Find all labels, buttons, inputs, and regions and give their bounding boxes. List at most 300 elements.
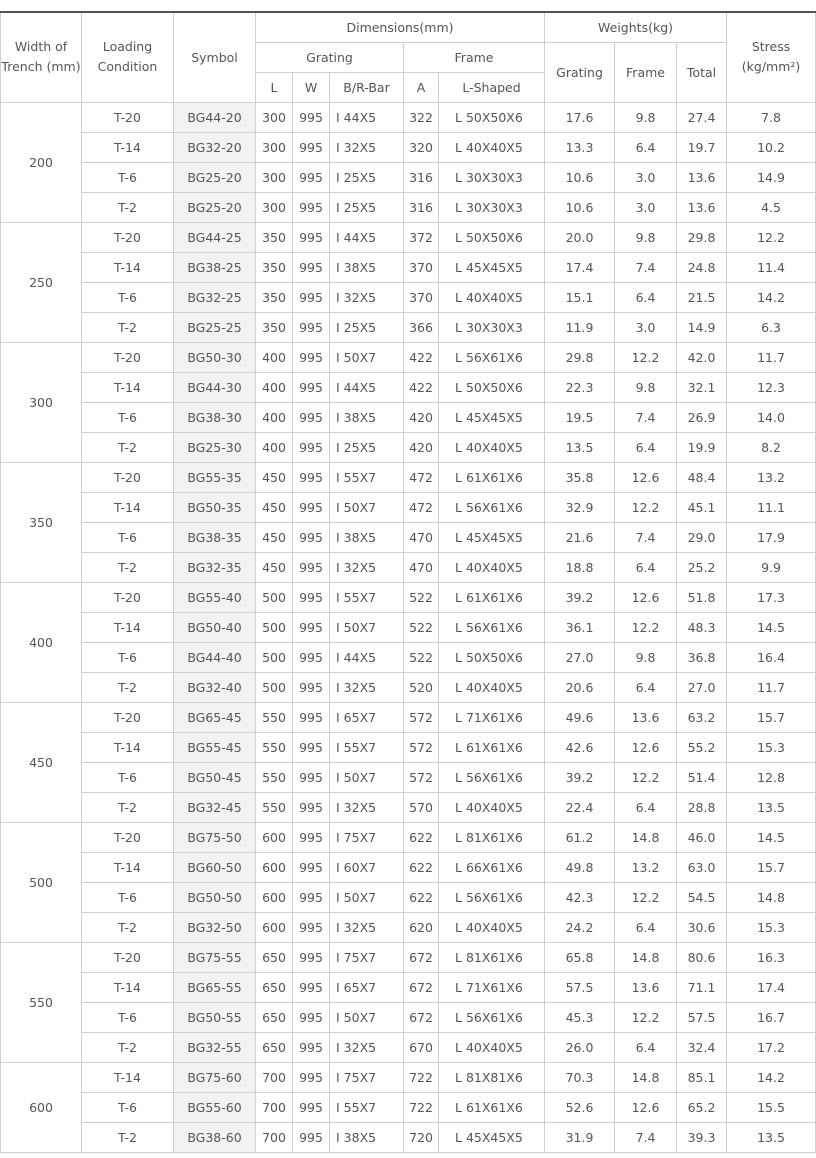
l-shaped-cell: L 50X50X6 [439,372,545,402]
frame-weight-cell: 12.2 [615,1002,677,1032]
width-cell: 995 [293,672,330,702]
stress-cell: 15.3 [727,912,816,942]
width-cell: 995 [293,462,330,492]
width-cell: 995 [293,732,330,762]
total-weight-cell: 29.0 [677,522,727,552]
symbol-cell: BG60-50 [174,852,256,882]
length-cell: 300 [256,102,293,132]
total-weight-cell: 65.2 [677,1092,727,1122]
loading-condition-cell: T-2 [82,552,174,582]
total-weight-cell: 55.2 [677,732,727,762]
loading-condition-cell: T-20 [82,822,174,852]
br-bar-cell: I 65X7 [330,972,404,1002]
total-weight-cell: 71.1 [677,972,727,1002]
frame-a-cell: 316 [404,192,439,222]
table-row [1,1032,816,1062]
total-weight-cell: 26.9 [677,402,727,432]
br-bar-cell: I 44X5 [330,642,404,672]
header-weights: Weights(kg) [545,12,727,42]
symbol-cell: BG25-25 [174,312,256,342]
stress-cell: 16.4 [727,642,816,672]
stress-cell: 7.8 [727,102,816,132]
frame-a-cell: 572 [404,732,439,762]
header-dim-frame: Frame [404,42,545,72]
grating-weight-cell: 18.8 [545,552,615,582]
grating-weight-cell: 26.0 [545,1032,615,1062]
length-cell: 500 [256,642,293,672]
header-symbol: Symbol [174,12,256,102]
frame-weight-cell: 9.8 [615,372,677,402]
length-cell: 350 [256,312,293,342]
stress-cell: 12.8 [727,762,816,792]
length-cell: 350 [256,222,293,252]
stress-cell: 8.2 [727,432,816,462]
br-bar-cell: I 32X5 [330,132,404,162]
header-A: A [404,72,439,102]
width-cell: 995 [293,612,330,642]
loading-condition-cell: T-2 [82,792,174,822]
l-shaped-cell: L 50X50X6 [439,102,545,132]
table-row [1,222,816,252]
br-bar-cell: I 25X5 [330,432,404,462]
br-bar-cell: I 75X7 [330,822,404,852]
loading-condition-cell: T-6 [82,162,174,192]
stress-cell: 9.9 [727,552,816,582]
stress-cell: 14.9 [727,162,816,192]
total-weight-cell: 27.4 [677,102,727,132]
header-br-bar: B/R-Bar [330,72,404,102]
table-row [1,1122,816,1152]
symbol-cell: BG38-30 [174,402,256,432]
width-cell: 995 [293,222,330,252]
frame-weight-cell: 3.0 [615,312,677,342]
table-row [1,912,816,942]
length-cell: 300 [256,162,293,192]
trench-width-cell: 250 [1,222,82,342]
frame-a-cell: 522 [404,612,439,642]
header-width-of-trench: Width of Trench (mm) [1,12,82,102]
grating-weight-cell: 27.0 [545,642,615,672]
symbol-cell: BG55-40 [174,582,256,612]
total-weight-cell: 45.1 [677,492,727,522]
symbol-cell: BG38-35 [174,522,256,552]
loading-condition-cell: T-14 [82,372,174,402]
stress-cell: 14.2 [727,282,816,312]
total-weight-cell: 28.8 [677,792,727,822]
grating-weight-cell: 42.3 [545,882,615,912]
stress-cell: 12.2 [727,222,816,252]
frame-weight-cell: 3.0 [615,192,677,222]
frame-a-cell: 522 [404,642,439,672]
symbol-cell: BG44-30 [174,372,256,402]
l-shaped-cell: L 40X40X5 [439,432,545,462]
frame-a-cell: 316 [404,162,439,192]
frame-a-cell: 420 [404,402,439,432]
table-row [1,252,816,282]
br-bar-cell: I 38X5 [330,402,404,432]
frame-weight-cell: 12.2 [615,342,677,372]
l-shaped-cell: L 71X61X6 [439,702,545,732]
length-cell: 350 [256,282,293,312]
total-weight-cell: 27.0 [677,672,727,702]
l-shaped-cell: L 56X61X6 [439,342,545,372]
grating-weight-cell: 22.4 [545,792,615,822]
stress-cell: 11.7 [727,342,816,372]
br-bar-cell: I 32X5 [330,672,404,702]
l-shaped-cell: L 71X61X6 [439,972,545,1002]
width-cell: 995 [293,1002,330,1032]
frame-a-cell: 472 [404,492,439,522]
grating-weight-cell: 32.9 [545,492,615,522]
width-cell: 995 [293,312,330,342]
symbol-cell: BG75-55 [174,942,256,972]
table-row [1,1002,816,1032]
symbol-cell: BG55-35 [174,462,256,492]
width-cell: 995 [293,822,330,852]
loading-condition-cell: T-6 [82,1002,174,1032]
loading-condition-cell: T-2 [82,432,174,462]
length-cell: 650 [256,972,293,1002]
grating-weight-cell: 39.2 [545,762,615,792]
length-cell: 450 [256,552,293,582]
symbol-cell: BG25-20 [174,192,256,222]
stress-cell: 15.7 [727,702,816,732]
grating-weight-cell: 13.3 [545,132,615,162]
stress-cell: 17.2 [727,1032,816,1062]
grating-weight-cell: 61.2 [545,822,615,852]
header-loading-condition: Loading Condition [82,12,174,102]
length-cell: 650 [256,1002,293,1032]
width-cell: 995 [293,852,330,882]
grating-weight-cell: 65.8 [545,942,615,972]
loading-condition-cell: T-20 [82,102,174,132]
br-bar-cell: I 38X5 [330,252,404,282]
l-shaped-cell: L 40X40X5 [439,792,545,822]
stress-cell: 14.5 [727,822,816,852]
frame-weight-cell: 14.8 [615,1062,677,1092]
total-weight-cell: 42.0 [677,342,727,372]
width-cell: 995 [293,792,330,822]
width-cell: 995 [293,912,330,942]
grating-weight-cell: 45.3 [545,1002,615,1032]
width-cell: 995 [293,642,330,672]
table-row [1,972,816,1002]
l-shaped-cell: L 30X30X3 [439,312,545,342]
trench-width-cell: 350 [1,462,82,582]
grating-weight-cell: 10.6 [545,192,615,222]
length-cell: 450 [256,522,293,552]
stress-cell: 11.7 [727,672,816,702]
symbol-cell: BG32-45 [174,792,256,822]
symbol-cell: BG75-50 [174,822,256,852]
length-cell: 500 [256,582,293,612]
br-bar-cell: I 50X7 [330,492,404,522]
table-row [1,462,816,492]
stress-cell: 17.3 [727,582,816,612]
width-cell: 995 [293,432,330,462]
br-bar-cell: I 50X7 [330,882,404,912]
grating-weight-cell: 19.5 [545,402,615,432]
total-weight-cell: 32.1 [677,372,727,402]
grating-weight-cell: 52.6 [545,1092,615,1122]
symbol-cell: BG50-55 [174,1002,256,1032]
loading-condition-cell: T-2 [82,192,174,222]
length-cell: 550 [256,702,293,732]
frame-weight-cell: 12.6 [615,1092,677,1122]
frame-a-cell: 620 [404,912,439,942]
br-bar-cell: I 44X5 [330,222,404,252]
frame-a-cell: 370 [404,252,439,282]
frame-weight-cell: 14.8 [615,822,677,852]
table-row [1,372,816,402]
width-cell: 995 [293,282,330,312]
grating-weight-cell: 13.5 [545,432,615,462]
length-cell: 400 [256,432,293,462]
table-row [1,162,816,192]
frame-a-cell: 622 [404,852,439,882]
grating-weight-cell: 21.6 [545,522,615,552]
frame-weight-cell: 12.2 [615,492,677,522]
frame-a-cell: 422 [404,342,439,372]
frame-weight-cell: 12.2 [615,882,677,912]
length-cell: 450 [256,492,293,522]
stress-cell: 4.5 [727,192,816,222]
frame-weight-cell: 6.4 [615,792,677,822]
l-shaped-cell: L 50X50X6 [439,642,545,672]
symbol-cell: BG50-40 [174,612,256,642]
frame-weight-cell: 12.6 [615,582,677,612]
width-cell: 995 [293,102,330,132]
stress-cell: 12.3 [727,372,816,402]
frame-weight-cell: 6.4 [615,1032,677,1062]
grating-weight-cell: 20.0 [545,222,615,252]
width-cell: 995 [293,1122,330,1152]
table-row [1,492,816,522]
br-bar-cell: I 75X7 [330,942,404,972]
frame-weight-cell: 6.4 [615,912,677,942]
trench-width-cell: 450 [1,702,82,822]
width-cell: 995 [293,492,330,522]
frame-a-cell: 720 [404,1122,439,1152]
loading-condition-cell: T-2 [82,1122,174,1152]
loading-condition-cell: T-6 [82,522,174,552]
frame-weight-cell: 9.8 [615,642,677,672]
grating-weight-cell: 31.9 [545,1122,615,1152]
trench-width-cell: 500 [1,822,82,942]
stress-cell: 16.3 [727,942,816,972]
symbol-cell: BG38-60 [174,1122,256,1152]
l-shaped-cell: L 61X61X6 [439,1092,545,1122]
trench-width-cell: 600 [1,1062,82,1152]
stress-cell: 17.4 [727,972,816,1002]
loading-condition-cell: T-14 [82,492,174,522]
l-shaped-cell: L 40X40X5 [439,282,545,312]
frame-a-cell: 420 [404,432,439,462]
length-cell: 450 [256,462,293,492]
total-weight-cell: 29.8 [677,222,727,252]
l-shaped-cell: L 40X40X5 [439,1032,545,1062]
br-bar-cell: I 32X5 [330,282,404,312]
loading-condition-cell: T-14 [82,732,174,762]
loading-condition-cell: T-14 [82,132,174,162]
frame-a-cell: 572 [404,702,439,732]
symbol-cell: BG44-25 [174,222,256,252]
table-row [1,1092,816,1122]
frame-a-cell: 422 [404,372,439,402]
loading-condition-cell: T-20 [82,942,174,972]
symbol-cell: BG32-40 [174,672,256,702]
grating-weight-cell: 49.6 [545,702,615,732]
l-shaped-cell: L 50X50X6 [439,222,545,252]
br-bar-cell: I 55X7 [330,582,404,612]
length-cell: 550 [256,732,293,762]
total-weight-cell: 57.5 [677,1002,727,1032]
symbol-cell: BG32-25 [174,282,256,312]
total-weight-cell: 54.5 [677,882,727,912]
frame-a-cell: 470 [404,522,439,552]
length-cell: 300 [256,132,293,162]
table-row [1,342,816,372]
loading-condition-cell: T-6 [82,402,174,432]
symbol-cell: BG44-20 [174,102,256,132]
frame-a-cell: 622 [404,822,439,852]
br-bar-cell: I 32X5 [330,792,404,822]
frame-weight-cell: 7.4 [615,252,677,282]
br-bar-cell: I 25X5 [330,162,404,192]
br-bar-cell: I 44X5 [330,372,404,402]
width-cell: 995 [293,132,330,162]
frame-weight-cell: 3.0 [615,162,677,192]
grating-weight-cell: 20.6 [545,672,615,702]
grating-weight-cell: 36.1 [545,612,615,642]
l-shaped-cell: L 56X61X6 [439,762,545,792]
loading-condition-cell: T-14 [82,612,174,642]
grating-weight-cell: 29.8 [545,342,615,372]
stress-cell: 13.5 [727,1122,816,1152]
br-bar-cell: I 50X7 [330,762,404,792]
frame-a-cell: 670 [404,1032,439,1062]
trench-width-cell: 300 [1,342,82,462]
symbol-cell: BG50-50 [174,882,256,912]
frame-weight-cell: 12.2 [615,612,677,642]
frame-a-cell: 370 [404,282,439,312]
br-bar-cell: I 25X5 [330,192,404,222]
table-row [1,432,816,462]
br-bar-cell: I 60X7 [330,852,404,882]
grating-weight-cell: 17.4 [545,252,615,282]
l-shaped-cell: L 30X30X3 [439,192,545,222]
stress-cell: 14.8 [727,882,816,912]
table-row [1,642,816,672]
table-row [1,102,816,132]
br-bar-cell: I 32X5 [330,552,404,582]
table-row [1,1062,816,1092]
width-cell: 995 [293,1092,330,1122]
grating-weight-cell: 70.3 [545,1062,615,1092]
grating-weight-cell: 42.6 [545,732,615,762]
width-cell: 995 [293,582,330,612]
frame-weight-cell: 7.4 [615,402,677,432]
loading-condition-cell: T-2 [82,672,174,702]
br-bar-cell: I 55X7 [330,732,404,762]
l-shaped-cell: L 61X61X6 [439,732,545,762]
total-weight-cell: 36.8 [677,642,727,672]
total-weight-cell: 46.0 [677,822,727,852]
table-row [1,402,816,432]
frame-weight-cell: 13.6 [615,972,677,1002]
l-shaped-cell: L 40X40X5 [439,912,545,942]
length-cell: 600 [256,912,293,942]
header-weight-total: Total [677,42,727,102]
frame-weight-cell: 12.6 [615,462,677,492]
length-cell: 600 [256,882,293,912]
frame-a-cell: 622 [404,882,439,912]
total-weight-cell: 19.7 [677,132,727,162]
frame-a-cell: 520 [404,672,439,702]
header-dimensions: Dimensions(mm) [256,12,545,42]
loading-condition-cell: T-20 [82,462,174,492]
frame-weight-cell: 12.2 [615,762,677,792]
frame-a-cell: 672 [404,972,439,1002]
frame-a-cell: 572 [404,762,439,792]
width-cell: 995 [293,162,330,192]
symbol-cell: BG32-20 [174,132,256,162]
frame-weight-cell: 7.4 [615,1122,677,1152]
total-weight-cell: 80.6 [677,942,727,972]
length-cell: 550 [256,792,293,822]
l-shaped-cell: L 45X45X5 [439,252,545,282]
length-cell: 650 [256,942,293,972]
total-weight-cell: 19.9 [677,432,727,462]
total-weight-cell: 51.8 [677,582,727,612]
symbol-cell: BG38-25 [174,252,256,282]
frame-a-cell: 366 [404,312,439,342]
br-bar-cell: I 32X5 [330,1032,404,1062]
loading-condition-cell: T-6 [82,1092,174,1122]
grating-weight-cell: 11.9 [545,312,615,342]
length-cell: 550 [256,762,293,792]
symbol-cell: BG44-40 [174,642,256,672]
grating-weight-cell: 24.2 [545,912,615,942]
l-shaped-cell: L 45X45X5 [439,522,545,552]
frame-a-cell: 322 [404,102,439,132]
br-bar-cell: I 55X7 [330,1092,404,1122]
frame-weight-cell: 13.2 [615,852,677,882]
loading-condition-cell: T-6 [82,642,174,672]
frame-weight-cell: 14.8 [615,942,677,972]
frame-weight-cell: 6.4 [615,132,677,162]
frame-weight-cell: 13.6 [615,702,677,732]
header-L: L [256,72,293,102]
symbol-cell: BG75-60 [174,1062,256,1092]
symbol-cell: BG50-35 [174,492,256,522]
length-cell: 700 [256,1092,293,1122]
width-cell: 995 [293,192,330,222]
loading-condition-cell: T-20 [82,702,174,732]
symbol-cell: BG55-45 [174,732,256,762]
frame-a-cell: 372 [404,222,439,252]
table-row [1,672,816,702]
length-cell: 600 [256,852,293,882]
symbol-cell: BG50-45 [174,762,256,792]
table-row [1,762,816,792]
l-shaped-cell: L 81X81X6 [439,1062,545,1092]
br-bar-cell: I 75X7 [330,1062,404,1092]
width-cell: 995 [293,882,330,912]
header-dim-grating: Grating [256,42,404,72]
l-shaped-cell: L 56X61X6 [439,882,545,912]
frame-weight-cell: 6.4 [615,552,677,582]
